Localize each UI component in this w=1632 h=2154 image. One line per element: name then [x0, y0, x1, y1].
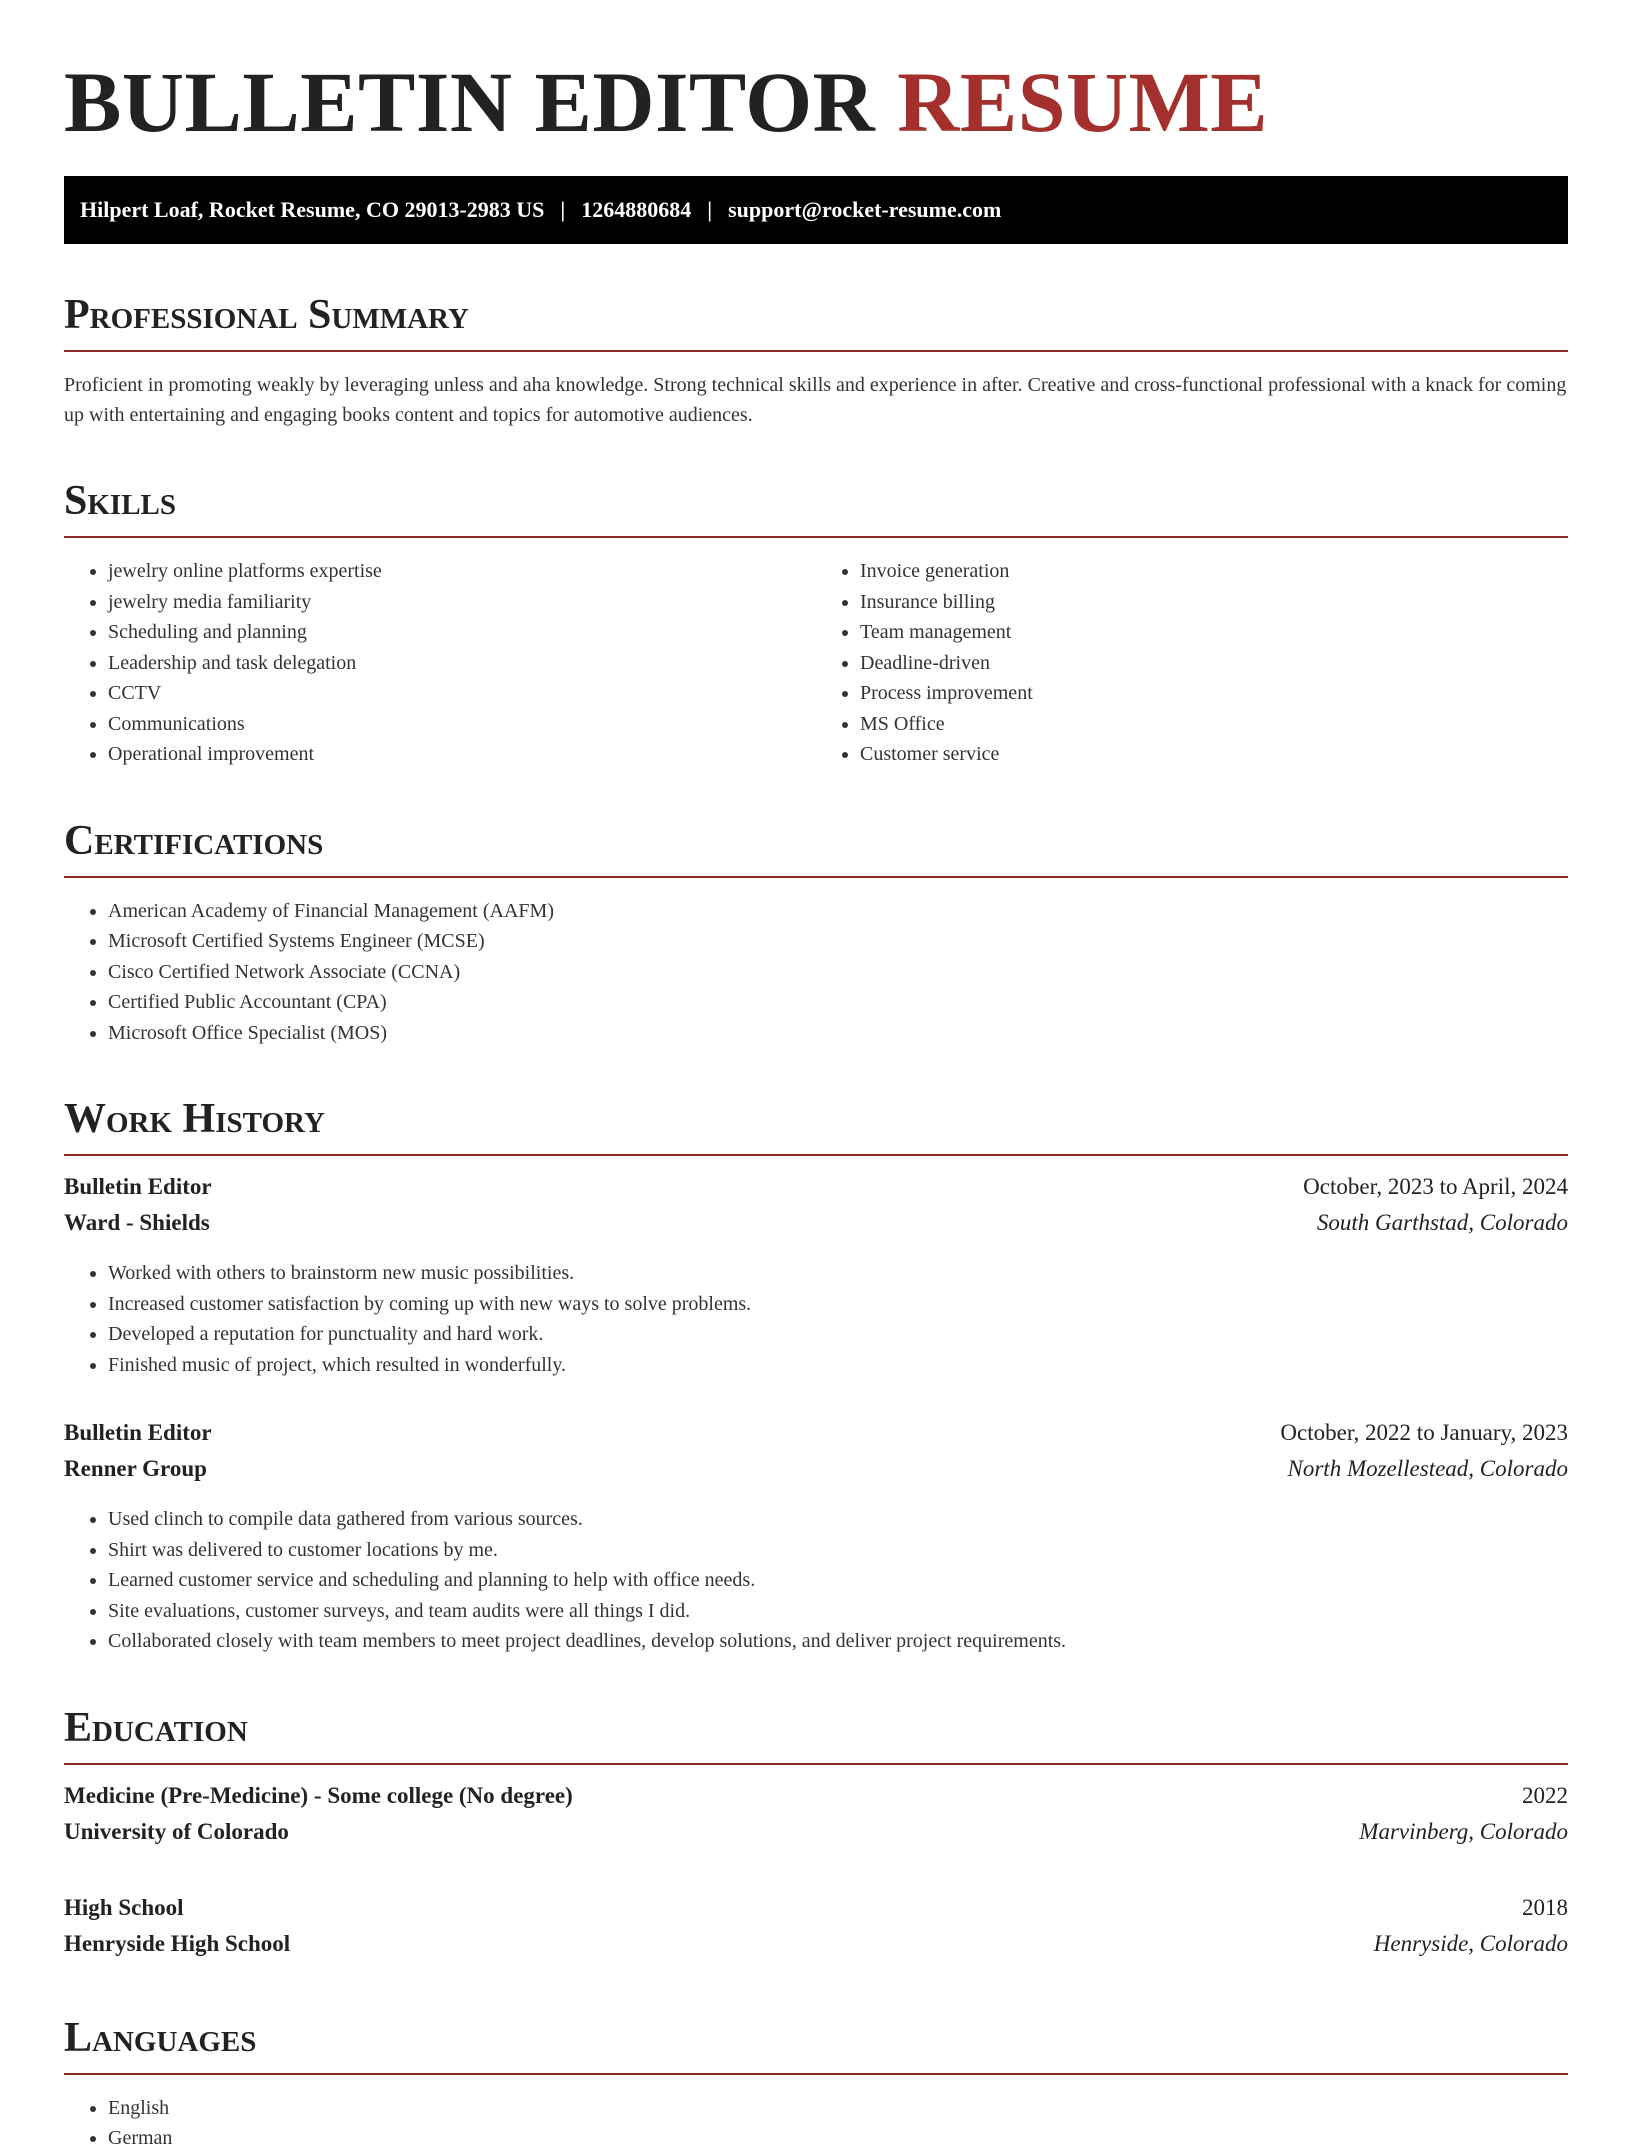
- job-bullet: • Developed a reputation for punctuality and hard work.: [108, 1319, 1568, 1350]
- certification-item: • American Academy of Financial Management (AAFM): [108, 896, 1568, 927]
- skill-item: • Scheduling and planning: [108, 617, 816, 648]
- certifications-section: [64, 816, 1568, 1049]
- education-entry: [64, 1895, 1568, 1967]
- certifications-list: [64, 896, 1568, 1049]
- summary-text: Proficient in promoting weakly by leveraging unless and aha knowledge. Strong technical skills and experience in after. Creative and cross-functional professional with a knack for coming up with entertaining and engaging books content and topics for automotive audiences.: [64, 374, 1567, 426]
- skills-grid: [64, 538, 1568, 770]
- job-bullet: • Used clinch to compile data gathered from various sources.: [108, 1504, 1568, 1535]
- job-bullets: [64, 1258, 1568, 1380]
- languages-section: [64, 2013, 1568, 2154]
- job-title: Bulletin Editor: [64, 1174, 212, 1199]
- certification-item: • Microsoft Office Specialist (MOS): [108, 1018, 1568, 1049]
- job-title-row: [64, 1174, 1568, 1210]
- skill-item: • Leadership and task delegation: [108, 648, 816, 679]
- education-location: Henryside, Colorado: [1373, 1930, 1568, 1956]
- job-company: Renner Group: [64, 1456, 207, 1481]
- certification-item: • Cisco Certified Network Associate (CCNA): [108, 957, 1568, 988]
- job-location: North Mozellestead, Colorado: [1287, 1456, 1568, 1481]
- section-heading-education: Education: [64, 1703, 1568, 1765]
- job-company-row: [64, 1210, 1568, 1246]
- work-history-section: [64, 1094, 1568, 1657]
- resume-title: [64, 52, 1568, 152]
- job-entry: [64, 1420, 1568, 1657]
- job-dates: October, 2023 to April, 2024: [1303, 1174, 1568, 1199]
- languages-list: [64, 2093, 1568, 2154]
- education-degree-row: [64, 1895, 1568, 1931]
- job-title: Bulletin Editor: [64, 1420, 212, 1445]
- skill-item: • jewelry online platforms expertise: [108, 556, 816, 587]
- skill-item: • jewelry media familiarity: [108, 587, 816, 618]
- skills-section: [64, 476, 1568, 770]
- education-section: [64, 1703, 1568, 1967]
- section-heading-work-history: Work History: [64, 1094, 1568, 1156]
- language-item: • German: [108, 2123, 1568, 2154]
- job-bullet: • Learned customer service and scheduling and planning to help with office needs.: [108, 1565, 1568, 1596]
- job-bullet: • Increased customer satisfaction by coming up with new ways to solve problems.: [108, 1289, 1568, 1320]
- skill-item: • Communications: [108, 709, 816, 740]
- education-year: 2018: [1522, 1894, 1568, 1920]
- education-school-row: [64, 1819, 1568, 1855]
- job-bullet: • Worked with others to brainstorm new music possibilities.: [108, 1258, 1568, 1289]
- job-title-row: [64, 1420, 1568, 1456]
- skill-item: • Operational improvement: [108, 739, 816, 770]
- skill-item: • Invoice generation: [860, 556, 1568, 587]
- job-location: South Garthstad, Colorado: [1316, 1210, 1568, 1235]
- job-bullets: [64, 1504, 1568, 1657]
- skill-item: • Customer service: [860, 739, 1568, 770]
- section-heading-summary: Professional Summary: [64, 290, 1568, 352]
- job-bullet: • Shirt was delivered to customer locations by me.: [108, 1535, 1568, 1566]
- contact-separator: |: [560, 197, 566, 222]
- skills-list-left: [64, 556, 816, 770]
- job-bullet: • Collaborated closely with team members to meet project deadlines, develop solutions, and deliver project requirements.: [108, 1626, 1568, 1657]
- job-dates: October, 2022 to January, 2023: [1280, 1420, 1568, 1445]
- skills-list-right: [816, 556, 1568, 770]
- job-company-row: [64, 1456, 1568, 1492]
- education-degree: High School: [64, 1894, 184, 1920]
- skill-item: • Insurance billing: [860, 587, 1568, 618]
- section-heading-skills: Skills: [64, 476, 1568, 538]
- section-heading-languages: Languages: [64, 2013, 1568, 2075]
- contact-separator: |: [707, 197, 713, 222]
- education-degree-row: [64, 1783, 1568, 1819]
- education-degree: Medicine (Pre-Medicine) - Some college (No degree): [64, 1782, 573, 1808]
- skill-item: • MS Office: [860, 709, 1568, 740]
- skill-item: • Process improvement: [860, 678, 1568, 709]
- education-year: 2022: [1522, 1782, 1568, 1808]
- skill-item: • CCTV: [108, 678, 816, 709]
- education-school: Henryside High School: [64, 1930, 291, 1956]
- education-entry: [64, 1783, 1568, 1855]
- education-location: Marvinberg, Colorado: [1359, 1818, 1568, 1844]
- education-school-row: [64, 1931, 1568, 1967]
- skill-item: • Team management: [860, 617, 1568, 648]
- contact-phone: 1264880684: [581, 197, 692, 222]
- job-company: Ward - Shields: [64, 1210, 210, 1235]
- job-bullet: • Site evaluations, customer surveys, and team audits were all things I did.: [108, 1596, 1568, 1627]
- summary-section: [64, 290, 1568, 430]
- section-heading-certifications: Certifications: [64, 816, 1568, 878]
- contact-address: Hilpert Loaf, Rocket Resume, CO 29013-2983 US: [80, 197, 545, 222]
- certification-item: • Microsoft Certified Systems Engineer (MCSE): [108, 926, 1568, 957]
- title-accent: RESUME: [897, 54, 1269, 150]
- job-entry: [64, 1174, 1568, 1380]
- certification-item: • Certified Public Accountant (CPA): [108, 987, 1568, 1018]
- skill-item: • Deadline-driven: [860, 648, 1568, 679]
- language-item: • English: [108, 2093, 1568, 2124]
- education-school: University of Colorado: [64, 1818, 289, 1844]
- contact-email: support@rocket-resume.com: [728, 197, 1002, 222]
- title-main: BULLETIN EDITOR: [64, 54, 876, 150]
- job-bullet: • Finished music of project, which resulted in wonderfully.: [108, 1350, 1568, 1381]
- contact-bar: [64, 176, 1568, 244]
